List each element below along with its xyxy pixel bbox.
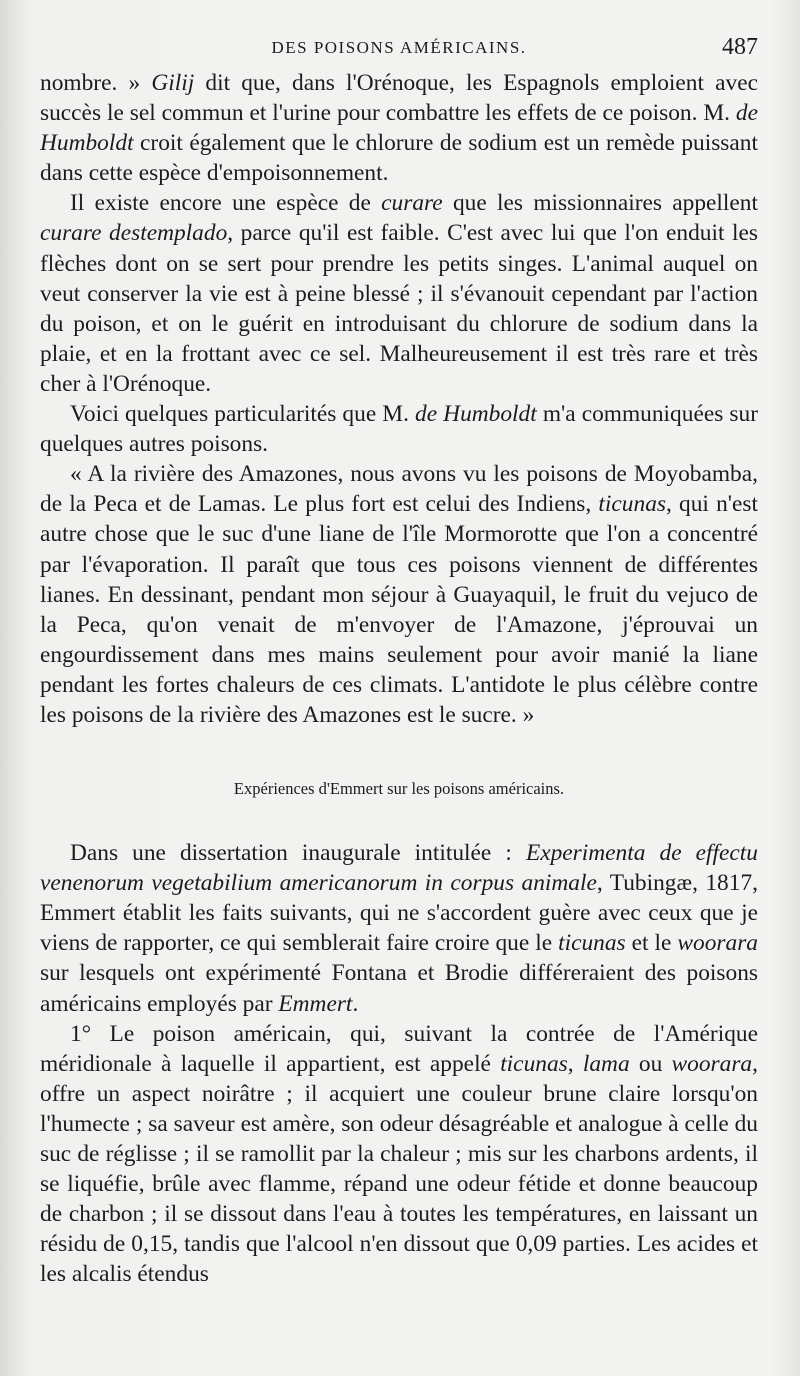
page-header — [40, 34, 758, 64]
text-run: , offre un aspect noirâtre ; il acquiert une couleur brune claire lorsqu'on l'humecte ; sa saveur est amère, son odeur désagréable et analogue à celle du suc de réglisse ; il se ramollit par la chaleur ; mis sur les charbons ardents, il se liquéfie, brûle avec flamme, répand une odeur fétide et donne beaucoup de charbon ; il se dissout dans l'eau à toutes les températures, en laissant un résidu de 0,15, tandis que l'alcool n'en dissout que 0,09 parties. Les acides et les alcalis étendus — [40, 1050, 758, 1288]
text-run: « A la rivière des Amazones, nous avons vu les poisons de Moyobamba, de la Peca et de Lamas. Le plus fort est celui des Indiens, — [40, 461, 758, 518]
text-run: dit que, dans l'Orénoque, les Espagnols emploient avec succès le sel commun et l'urine pour combattre les effets de ce poison. M. — [40, 70, 758, 127]
paragraph — [40, 68, 758, 188]
text-run: que les missionnaires appellent — [442, 190, 759, 217]
paragraph — [40, 399, 758, 459]
italic-text: woorara — [671, 1050, 753, 1077]
text-run: , qui n'est autre chose que le suc d'une liane de l'île Mormorotte que l'on a concentré par l'évaporation. Il paraît que tous ces poisons viennent de différentes lianes. En dessinant, pendant mon séjour à Guayaquil, le fruit du vejuco de la Peca, qu'on venait de m'envoyer de l'Amazone, j'éprouvai un engourdissement dans mes mains seulement pour avoir manié la liane pendant les fortes chaleurs de ces climats. L'antidote le plus célèbre contre les poisons de la rivière des Amazones est le sucre. » — [40, 491, 758, 728]
italic-text: Emmert — [278, 990, 353, 1017]
text-run: et le — [625, 930, 678, 957]
italic-text: curare — [381, 190, 443, 217]
text-run: 1° Le poison américain, qui, suivant la contrée de l'Amérique méridionale à laquelle il appartient, est appelé — [40, 1020, 758, 1077]
paragraph — [40, 1019, 758, 1290]
paragraph — [40, 838, 758, 1019]
text-run: Voici quelques particularités que M. — [70, 401, 416, 428]
text-run: croit également que le chlorure de sodium est un remède puissant dans cette espèce d'empoisonnement. — [40, 130, 758, 187]
text-run: . — [352, 990, 359, 1017]
italic-text: ticunas — [558, 930, 626, 957]
text-run: sur lesquels ont expérimenté Fontana et Brodie différeraient des poisons américains employés par — [40, 960, 758, 1017]
italic-text: ticunas — [500, 1050, 568, 1077]
text-run: , — [567, 1050, 583, 1077]
italic-text: woorara — [677, 930, 758, 957]
body-text — [40, 68, 758, 1289]
running-head: DES POISONS AMÉRICAINS. — [271, 38, 527, 57]
text-run: Il existe encore une espèce de — [70, 190, 382, 217]
italic-text: lama — [582, 1050, 630, 1077]
italic-text: de Humboldt — [40, 100, 758, 157]
text-run: , parce qu'il est faible. C'est avec lui que l'on enduit les flèches dont on se sert pour prendre les petits singes. L'animal auquel on veut conserver la vie est à peine blessé ; il s'évanouit cependant par l'action du poison, et on le guérit en introduisant du chlorure de sodium dans la plaie, et en la frottant avec ce sel. Malheureusement il est très rare et très cher à l'Orénoque. — [40, 220, 758, 397]
quotation-paragraph — [40, 459, 758, 730]
italic-text: ticunas — [598, 491, 666, 518]
italic-text: curare destemplado — [40, 220, 228, 247]
text-run: ou — [629, 1050, 672, 1077]
text-run: nombre. » — [40, 70, 152, 96]
section-heading: Expériences d'Emmert sur les poisons américains. — [233, 779, 565, 799]
text-run: , Tubingæ, 1817, Emmert établit les faits suivants, qui ne s'accordent guère avec ceux que je viens de rapporter, ce qui semblerait faire croire que le — [40, 870, 758, 957]
text-run: m'a communiquées sur quelques autres poisons. — [40, 401, 758, 458]
page-number: 487 — [722, 34, 758, 60]
italic-text: Experimenta de effectu venenorum vegetabilium americanorum in corpus animale — [40, 840, 758, 897]
paragraph — [40, 188, 758, 399]
italic-text: Gilij — [151, 70, 195, 96]
italic-text: de Humboldt — [415, 401, 537, 428]
text-run: Dans une dissertation inaugurale intitulée : — [70, 840, 526, 867]
